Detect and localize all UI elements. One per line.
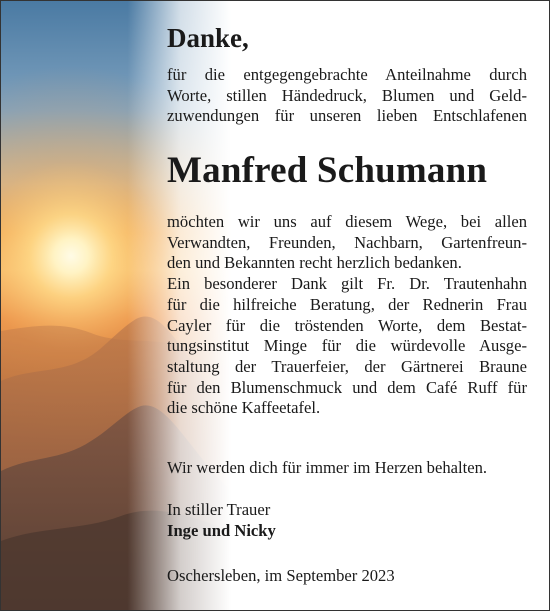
greeting-heading: Danke, — [167, 23, 249, 53]
body-line: möchten wir uns auf diesem Wege, bei allen — [167, 212, 527, 231]
place-and-date: Oschersleben, im September 2023 — [167, 566, 395, 585]
body-line: Cayler für die tröstenden Worte, dem Bestat- — [167, 315, 527, 335]
intro-line: für die entgegengebrachte Anteilnahme durch — [167, 65, 527, 84]
body-line: tungsinstitut Minge für die würdevolle Ausge- — [167, 336, 527, 356]
thanks-paragraph — [167, 212, 527, 419]
deceased-name: Manfred Schumann — [167, 150, 488, 191]
intro-line: Worte, stillen Händedruck, Blumen und Geld- — [167, 85, 527, 105]
body-line: Ein besonderer Dank gilt Fr. Dr. Trautenhahn — [167, 274, 527, 294]
intro-line: zuwendungen für unseren lieben Entschlafenen — [167, 106, 527, 126]
body-line: den und Bekannten recht herzlich bedanken. — [167, 253, 462, 273]
closing-line: Wir werden dich für immer im Herzen behalten. — [167, 458, 488, 477]
body-line: für den Blumenschmuck und dem Café Ruff für — [167, 377, 527, 397]
mourners-names: Inge und Nicky — [167, 521, 276, 540]
body-line: für die hilfreiche Beratung, der Rednerin Frau — [167, 294, 527, 314]
mourning-phrase: In stiller Trauer — [167, 500, 271, 519]
body-line: staltung der Trauerfeier, der Gärtnerei Braune — [167, 356, 527, 376]
body-line: die schöne Kaffeetafel. — [167, 398, 321, 418]
intro-paragraph — [167, 65, 527, 127]
body-line: Verwandten, Freunden, Nachbarn, Gartenfreun- — [167, 232, 527, 252]
